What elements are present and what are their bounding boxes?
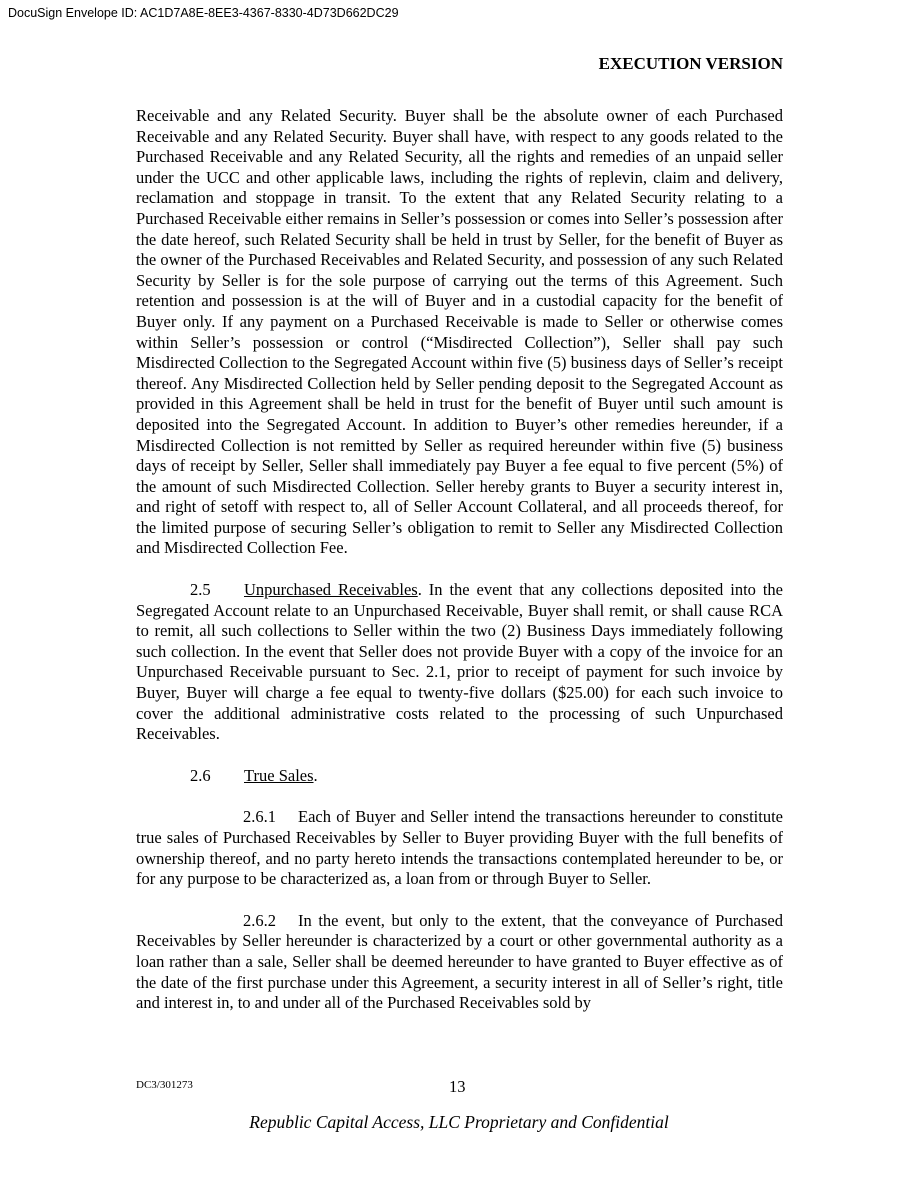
section-text: In the event, but only to the extent, that the conveyance of Purchased Receivables by Seller hereunder is characterized by a court or other governmental authority as a loan rather than a sale, Seller shall be deemed hereunder to have granted to Buyer effective as of the date of the first purchase under this Agreement, a security interest in all of Seller’s right, title and interest in, to and under all of the Purchased Receivables sold by [136,910,783,1013]
section-title-suffix: . [313,765,318,785]
confidentiality-footer: Republic Capital Access, LLC Proprietary and Confidential [249,1112,669,1132]
section-2-6-2 [136,911,783,1014]
section-number: 2.6 [190,765,211,785]
section-2-5 [136,580,783,745]
section-title: True Sales [244,765,314,785]
execution-version-label: EXECUTION VERSION [598,54,783,73]
section-2-6-heading [136,766,783,787]
section-number: 2.6.1 [243,807,276,827]
section-2-6-1 [136,807,783,889]
docusign-envelope-id: DocuSign Envelope ID: AC1D7A8E-8EE3-4367-8330-4D73D662DC29 [8,6,399,20]
page-number: 13 [449,1077,466,1096]
section-text: . In the event that any collections deposited into the Segregated Account relate to an Unpurchased Receivable, Buyer shall remit, or shall cause RCA to remit, all such collections to Seller within the two (2) Business Days immediately following such collection. In the event that Seller does not provide Buyer with a copy of the invoice for an Unpurchased Receivable pursuant to Sec. 2.1, prior to receipt of payment for such invoice by Buyer, Buyer will charge a fee equal to twenty-five dollars ($25.00) for each such invoice to cover the additional administrative costs related to the processing of such Unpurchased Receivables. [136,580,783,744]
section-number: 2.6.2 [243,910,276,930]
continuation-paragraph: Receivable and any Related Security. Buyer shall be the absolute owner of each Purchased Receivable and any Related Security. Buyer shall have, with respect to any goods related to the Purchased Receivable and any Related Security, all the rights and remedies of an unpaid seller under the UCC and other applicable laws, including the rights of replevin, claim and delivery, reclamation and stoppage in transit. To the extent that any Related Security relating to a Purchased Receivable either remains in Seller’s possession or comes into Seller’s possession after the date hereof, such Related Security shall be held in trust by Seller, for the benefit of Buyer as the owner of the Purchased Receivables and Related Security, and possession of any such Related Security by Seller is for the sole purpose of carrying out the terms of this Agreement. Such retention and possession is at the will of Buyer and in a custodial capacity for the benefit of Buyer only. If any payment on a Purchased Receivable is made to Seller or otherwise comes within Seller’s possession or control (“Misdirected Collection”), Seller shall pay such Misdirected Collection to the Segregated Account within five (5) business days of Seller’s receipt thereof. Any Misdirected Collection held by Seller pending deposit to the Segregated Account as provided in this Agreement shall be held in trust for the benefit of Buyer until such amount is deposited into the Segregated Account. In addition to Buyer’s other remedies hereunder, if a Misdirected Collection is not remitted by Seller as required hereunder within five (5) business days of receipt by Seller, Seller shall immediately pay Buyer a fee equal to five percent (5%) of the amount of such Misdirected Collection. Seller hereby grants to Buyer a security interest in, and right of setoff with respect to, all of Seller Account Collateral, and all proceeds thereof, for the limited purpose of securing Seller’s obligation to remit to Seller any Misdirected Collection and Misdirected Collection Fee. [136,106,783,558]
document-id: DC3/301273 [136,1079,193,1091]
section-number: 2.5 [190,580,211,600]
document-body [136,106,783,1035]
section-title: Unpurchased Receivables [244,580,418,600]
section-text: Each of Buyer and Seller intend the transactions hereunder to constitute true sales of Purchased Receivables by Seller to Buyer providing Buyer with the full benefits of ownership thereof, and no party hereto intends the transactions contemplated hereunder to be, or for any purpose to be characterized as, a loan from or through Buyer to Seller. [136,807,783,889]
